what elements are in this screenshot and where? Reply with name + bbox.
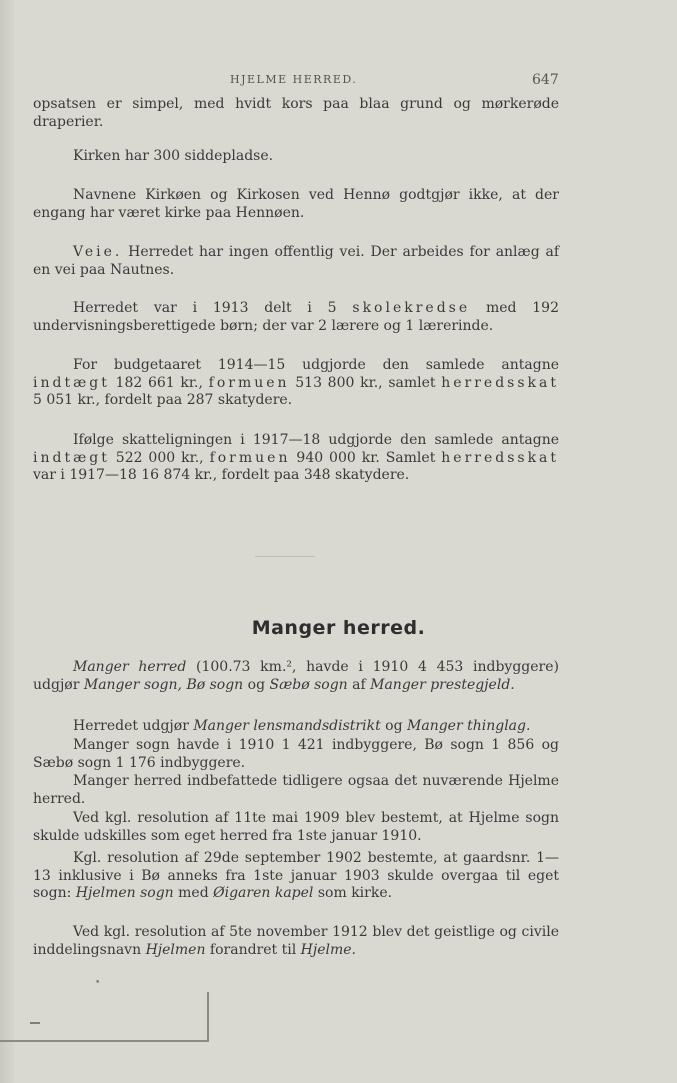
ink-speck: •	[95, 978, 101, 988]
paragraph-schools: Herredet var i 1913 delt i 5 skolekredse med 192 undervisningsberettigede børn; der var 2 lærere og 1 lærerinde.	[33, 300, 559, 334]
page-number: 647	[532, 72, 559, 88]
roads-heading: Veie.	[73, 244, 123, 260]
paragraph-seats: Kirken har 300 siddepladse.	[73, 148, 274, 164]
term-skolekredse: skolekredse	[352, 300, 471, 316]
paragraph-altarpiece: opsatsen er simpel, med hvidt kors paa blaa grund og mørkerøde draperier.	[33, 96, 559, 130]
section-divider	[255, 556, 315, 557]
paragraph-roads: Veie. Herredet har ingen offentlig vei. Der arbeides for anlæg af en vei paa Nautnes.	[33, 244, 560, 278]
paragraph-budget-1914: For budgetaaret 1914—15 udgjorde den samlede antagne indtægt 182 661 kr., formuen 513 800 kr., samlet herredsskat 5 051 kr., fordelt paa 287 skatydere.	[33, 357, 559, 408]
paragraph-resolution-1909: Ved kgl. resolution af 11te mai 1909 blev bestemt, at Hjelme sogn skulde udskilles som eget herred fra 1ste januar 1910.	[33, 810, 559, 844]
binding-line	[30, 1022, 40, 1024]
paragraph-district: Herredet udgjør Manger lensmandsdistrikt og Manger thinglag.	[73, 718, 531, 734]
paragraph-kirkoen: Navnene Kirkøen og Kirkosen ved Hennø godtgjør ikke, at der engang har været kirke paa Hennøen.	[33, 187, 559, 221]
paragraph-resolution-1902: Kgl. resolution af 29de september 1902 bestemte, at gaardsnr. 1—13 inklusive i Bø anneks fra 1ste januar 1903 skulde overgaa til eget sogn: Hjelmen sogn med Øigaren kapel som kirke.	[33, 850, 559, 901]
paragraph-manger-intro: Manger herred (100.73 km.², havde i 1910 4 453 indbyggere) udgjør Manger sogn, Bø sogn og Sæbø sogn af Manger prestegjeld.	[33, 659, 559, 693]
running-head: HJELME HERRED.	[230, 73, 358, 86]
paragraph-tax-1917: Ifølge skatteligningen i 1917—18 udgjorde den samlede antagne indtægt 522 000 kr., formuen 940 000 kr. Samlet herredsskat var i 1917—18 16 874 kr., fordelt paa 348 skatydere.	[33, 432, 560, 483]
binding-mark	[0, 992, 209, 1042]
paragraph-resolution-1912: Ved kgl. resolution af 5te november 1912 blev det geistlige og civile inddelingsnavn Hjelmen forandret til Hjelme.	[33, 924, 559, 958]
section-title: Manger herred.	[251, 617, 426, 639]
paragraph-former-extent: Manger herred indbefattede tidligere ogsaa det nuværende Hjelme herred.	[33, 773, 559, 807]
paragraph-population: Manger sogn havde i 1910 1 421 indbyggere, Bø sogn 1 856 og Sæbø sogn 1 176 indbyggere.	[33, 737, 559, 771]
page-edge	[0, 0, 14, 1083]
